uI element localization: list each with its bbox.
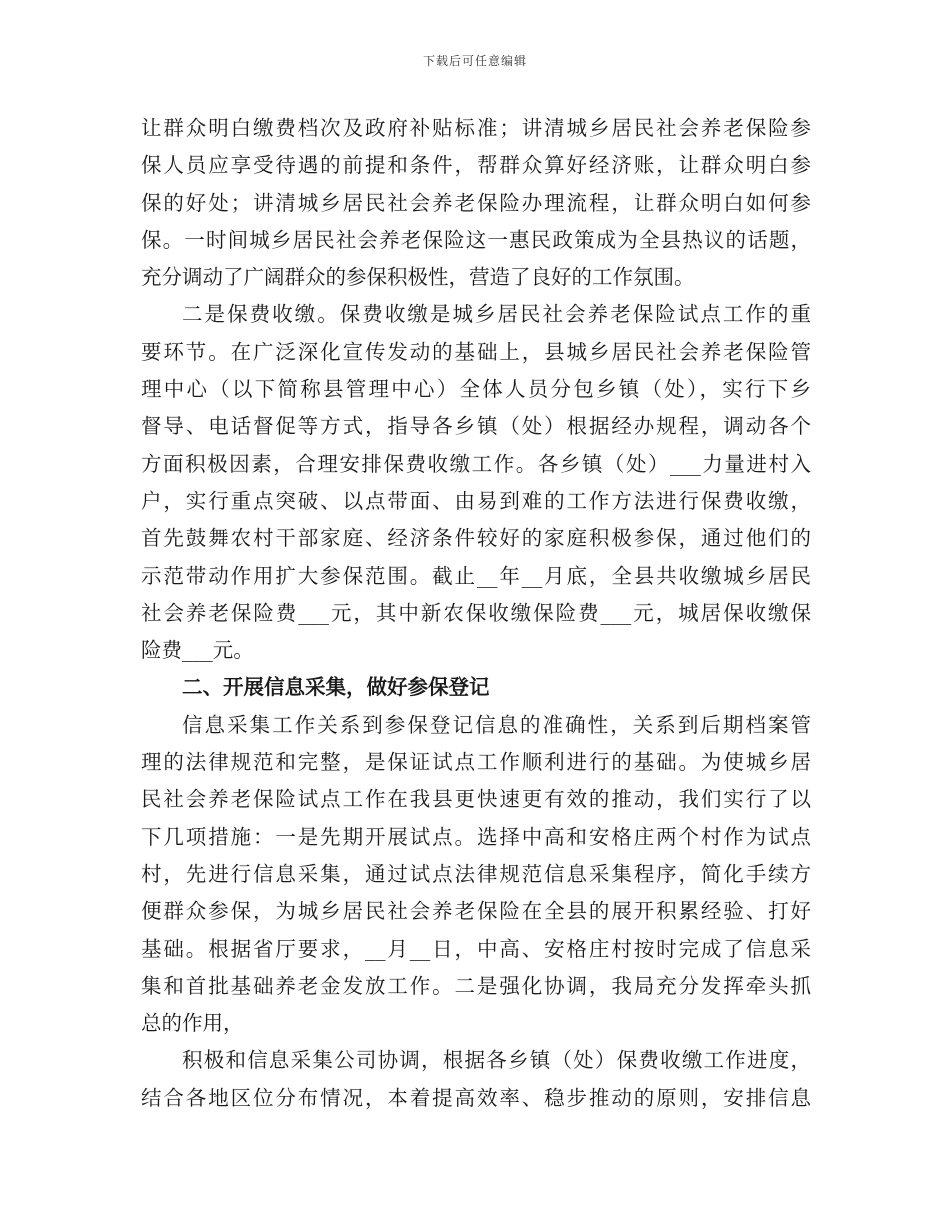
paragraph-2-line-2: 要环节。在广泛深化宣传发动的基础上，县城乡居民社会养老保险管 (141, 339, 811, 364)
paragraph-3-line-3: 民社会养老保险试点工作在我县更快速更有效的推动，我们实行了以 (141, 787, 811, 812)
paragraph-3-line-4: 下几项措施：一是先期开展试点。选择中高和安格庄两个村作为试点 (141, 824, 811, 849)
paragraph-2-line-9: 社会养老保险费___元，其中新农保收缴保险费___元，城居保收缴保 (141, 600, 811, 625)
paragraph-1-line-4: 保。一时间城乡居民社会养老保险这一惠民政策成为全县热议的话题， (141, 227, 811, 252)
paragraph-1-line-1: 让群众明白缴费档次及政府补贴标准；讲清城乡居民社会养老保险参 (141, 116, 811, 140)
document-body (141, 110, 811, 1117)
paragraph-3-line-6: 便群众参保，为城乡居民社会养老保险在全县的展开积累经验、打好 (141, 899, 811, 924)
paragraph-2-line-10: 险费___元。 (141, 638, 254, 663)
paragraph-3-line-2: 理的法律规范和完整，是保证试点工作顺利进行的基础。为使城乡居 (141, 750, 811, 775)
paragraph-2-line-1: 二是保费收缴。保费收缴是城乡居民社会养老保险试点工作的重 (182, 302, 811, 327)
paragraph-1-line-2: 保人员应享受待遇的前提和条件，帮群众算好经济账，让群众明白参 (141, 153, 811, 178)
paragraph-1-line-3: 保的好处；讲清城乡居民社会养老保险办理流程，让群众明白如何参 (141, 190, 811, 215)
paragraph-2-line-6: 户，实行重点突破、以点带面、由易到难的工作方法进行保费收缴， (141, 488, 811, 513)
paragraph-2-line-7: 首先鼓舞农村干部家庭、经济条件较好的家庭积极参保，通过他们的 (141, 526, 811, 551)
paragraph-3-line-7: 基础。根据省厅要求，__月__日，中高、安格庄村按时完成了信息采 (141, 936, 811, 961)
paragraph-2-line-8: 示范带动作用扩大参保范围。截止__年__月底，全县共收缴城乡居民 (141, 563, 811, 588)
paragraph-3-line-5: 村，先进行信息采集，通过试点法律规范信息采集程序，简化手续方 (141, 861, 811, 886)
paragraph-2-line-3: 理中心（以下简称县管理中心）全体人员分包乡镇（处），实行下乡 (141, 377, 811, 402)
paragraph-3-line-9: 总的作用， (141, 1011, 244, 1036)
paragraph-2-line-4: 督导、电话督促等方式，指导各乡镇（处）根据经办规程，调动各个 (141, 414, 811, 439)
paragraph-2-line-5: 方面积极因素，合理安排保费收缴工作。各乡镇（处）___力量进村入 (141, 451, 811, 476)
paragraph-3-line-8: 集和首批基础养老金发放工作。二是强化协调，我局充分发挥牵头抓 (141, 973, 811, 998)
paragraph-4-line-2: 结合各地区位分布情况，本着提高效率、稳步推动的原则，安排信息 (141, 1085, 811, 1110)
section-heading: 二、开展信息采集，做好参保登记 (182, 675, 490, 700)
paragraph-1-line-5: 充分调动了广阔群众的参保积极性，营造了良好的工作氛围。 (141, 265, 695, 290)
paragraph-4-line-1: 积极和信息采集公司协调，根据各乡镇（处）保费收缴工作进度， (182, 1048, 811, 1073)
paragraph-3-line-1: 信息采集工作关系到参保登记信息的准确性，关系到后期档案管 (182, 712, 811, 737)
page-header: 下载后可任意编辑 (422, 54, 527, 68)
